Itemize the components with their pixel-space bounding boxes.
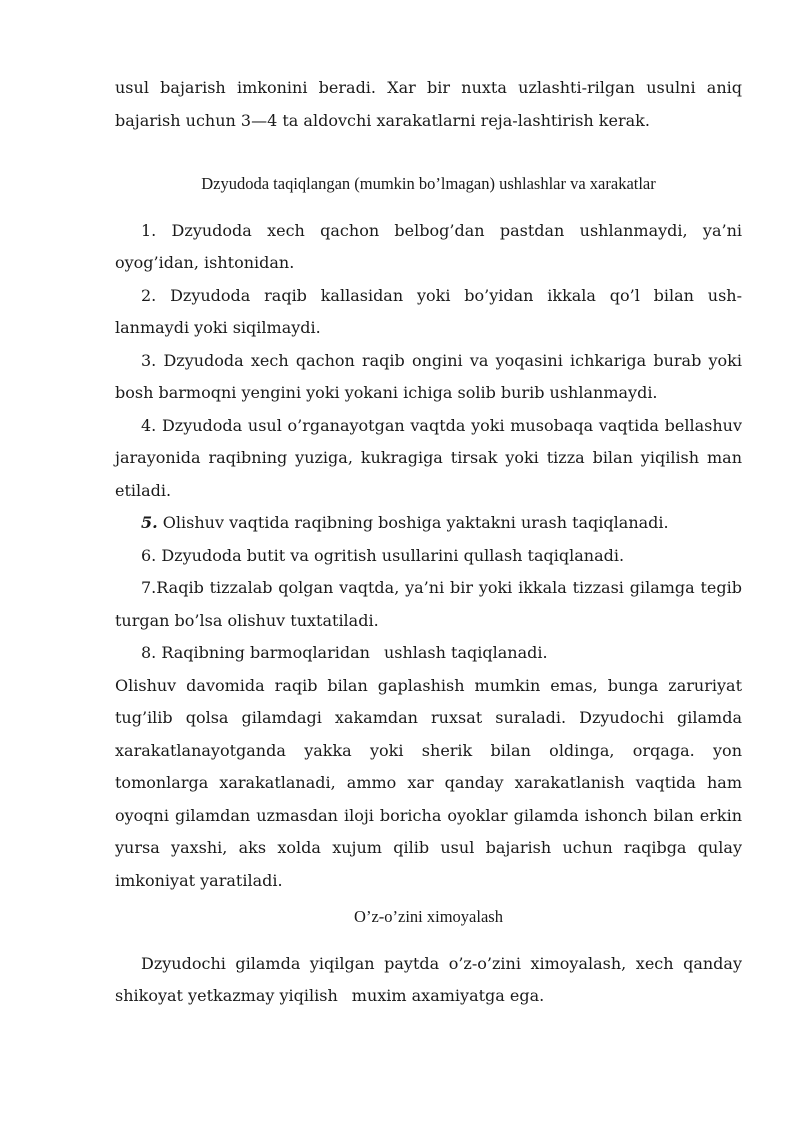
rule-6: 6. Dzyudoda butit va ogritish usullarini qullash taqiqlanadi.	[141, 545, 625, 565]
section-heading-prohibited: Dzyudoda taqiqlangan (mumkin bo’lmagan) ushlashlar va xarakatlar	[201, 174, 656, 193]
rule-5-text: Olishuv vaqtida raqibning boshiga yaktakni urash taqiqlanadi.	[162, 513, 669, 532]
rule-4: 4. Dzyudoda usul o’rganayotgan vaqtda yoki musobaqa vaqtida bellashuv jarayonida raqibning yuziga, kukragiga tirsak yoki tizza bilan yiqilish man etiladi.	[115, 415, 742, 500]
rule-1-line-2: oyog’idan, ishtonidan.	[115, 253, 295, 272]
rule-3: 3. Dzyudoda xech qachon raqib ongini va yoqasini ichkariga burab yoki bosh barmoqni yengini yoki yokani ichiga solib burib ushlanmaydi.	[115, 350, 742, 402]
final-part-b: muxim axamiyatga ega.	[351, 986, 545, 1005]
rule-2-line-2: lanmaydi yoki siqilmaydi.	[115, 318, 321, 337]
rule-5	[115, 507, 742, 540]
section-heading-self-defense: O’z-o’zini ximoyalash	[354, 907, 503, 926]
document-page	[115, 72, 742, 1013]
intro-line-2: bajarish uchun 3—4 ta aldovchi xarakatlarni reja-lashtirish kerak.	[115, 110, 650, 130]
rule-5-number: 5.	[141, 513, 158, 532]
rule-8-part-b: ushlash taqiqlanadi.	[383, 643, 548, 662]
rule-8	[115, 637, 742, 670]
rule-2-line-1: 2. Dzyudoda raqib kallasidan yoki bo’yidan ikkala qo’l bilan ush-	[141, 285, 742, 305]
body-paragraph: Olishuv davomida raqib bilan gaplashish mumkin emas, bunga zaruriyat tug’ilib qolsa gilamdagi xakamdan ruxsat suraladi. Dzyudochi gilamda xarakatlanayotganda yakka yoki sherik bilan oldinga, orqaga. yon tomonlarga xarakatlanadi, ammo xar qanday xarakatlanish vaqtida ham oyoqni gilamdan uzmasdan iloji boricha oyoklar gilamda ishonch bilan erkin yursa yaxshi, aks xolda xujum qilib usul bajarish uchun raqibga qulay imkoniyat yaratiladi.	[115, 675, 742, 890]
intro-line-1: usul bajarish imkonini beradi. Xar bir nuxta uzlashti-rilgan usulni aniq	[115, 78, 742, 97]
final-paragraph	[115, 948, 742, 1013]
rule-7: 7.Raqib tizzalab qolgan vaqtda, ya’ni bir yoki ikkala tizzasi gilamga tegib turgan bo’lsa olishuv tuxtatiladi.	[115, 578, 742, 630]
rule-1-line-1: 1. Dzyudoda xech qachon belbog’dan pastdan ushlanmaydi, ya’ni	[141, 220, 742, 240]
rule-8-part-a: 8. Raqibning barmoqlaridan	[141, 643, 370, 662]
final-part-a: Dzyudochi gilamda yiqilgan paytda o’z-o’zini ximoyalash, xech qanday shikoyat yetkazmay yiqilish	[115, 953, 742, 1005]
